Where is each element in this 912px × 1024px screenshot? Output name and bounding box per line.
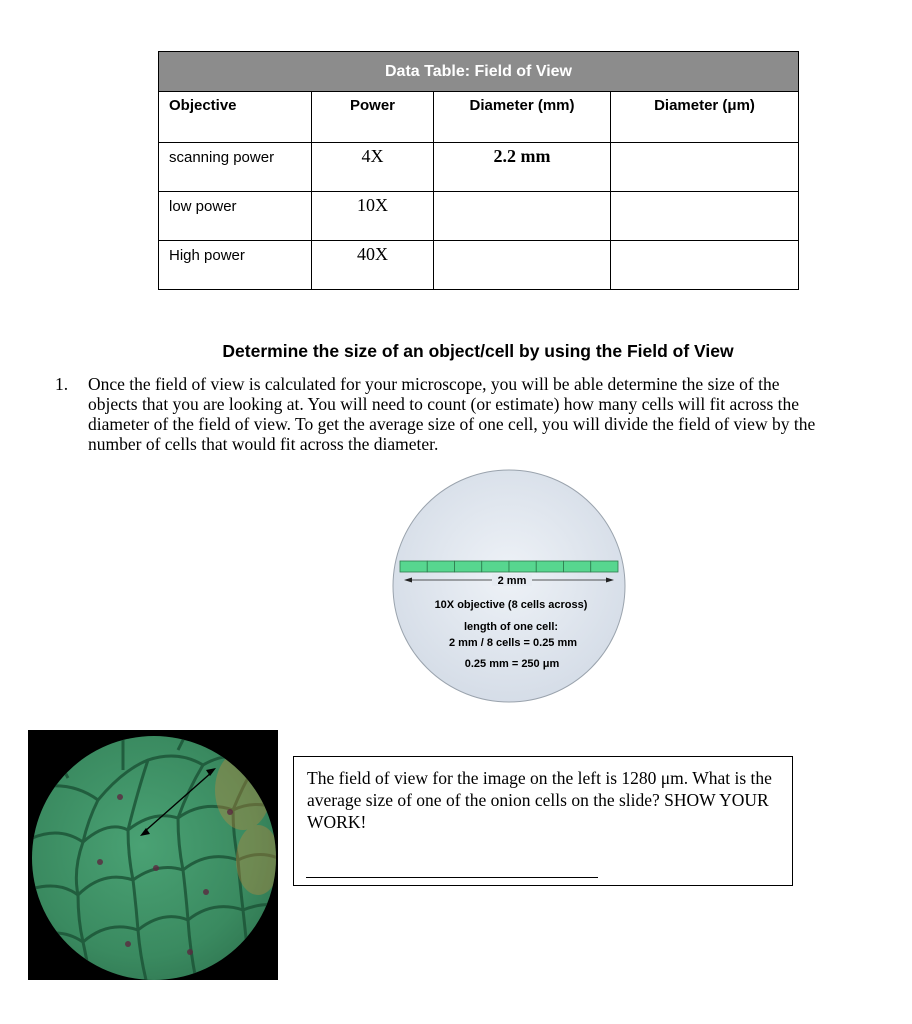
cell-segment [509, 561, 536, 572]
answer-prompt: The field of view for the image on the left is 1280 μm. What is the average size of one of the onion cells on the slide? SHOW YOUR WORK! [307, 768, 772, 832]
diameter-mm-cell[interactable] [434, 192, 611, 241]
column-header-diameter-um: Diameter (μm) [611, 92, 799, 143]
answer-line[interactable] [306, 877, 598, 878]
onion-cells-micrograph [28, 730, 278, 980]
calc-line-1: length of one cell: [463, 621, 559, 633]
question-text [88, 374, 912, 454]
column-header-objective: Objective [159, 92, 312, 143]
objective-cell: scanning power [159, 143, 312, 192]
objective-cell: low power [159, 192, 312, 241]
diameter-um-cell[interactable] [611, 143, 799, 192]
cell-segment [427, 561, 454, 572]
diagram-caption: 10X objective (8 cells across) [434, 599, 588, 611]
power-cell: 10X [312, 192, 434, 241]
cell-strip [400, 561, 618, 572]
question-number: 1. [55, 374, 69, 394]
calc-line-2: 2 mm / 8 cells = 0.25 mm [448, 637, 578, 649]
column-header-diameter-mm: Diameter (mm) [434, 92, 611, 143]
answer-box [293, 756, 793, 886]
cell-segment [455, 561, 482, 572]
power-cell: 4X [312, 143, 434, 192]
cell-segment [400, 561, 427, 572]
objective-cell: High power [159, 241, 312, 290]
power-cell: 40X [312, 241, 434, 290]
question-line: Once the field of view is calculated for your microscope, you will be able determine the size of the [88, 374, 780, 394]
cell-segment [536, 561, 563, 572]
calc-line-3: 0.25 mm = 250 μm [464, 658, 560, 670]
question-line: number of cells that would fit across the diameter. [88, 434, 439, 454]
cell-segment [564, 561, 591, 572]
scale-label: 2 mm [497, 575, 527, 587]
diameter-um-cell[interactable] [611, 241, 799, 290]
section-heading: Determine the size of an object/cell by using the Field of View [222, 341, 734, 361]
cell-segment [482, 561, 509, 572]
table-row [159, 143, 799, 192]
table-title: Data Table: Field of View [159, 52, 799, 92]
cell-segment [591, 561, 618, 572]
column-header-power: Power [312, 92, 434, 143]
field-of-view-diagram [386, 468, 632, 704]
diameter-mm-cell[interactable] [434, 241, 611, 290]
diameter-mm-cell[interactable]: 2.2 mm [434, 143, 611, 192]
table-row [159, 192, 799, 241]
question-line: diameter of the field of view. To get the average size of one cell, you will divide the field of view by the [88, 414, 816, 434]
table-row [159, 241, 799, 290]
question-line: objects that you are looking at. You will need to count (or estimate) how many cells will fit across the [88, 394, 800, 414]
diameter-um-cell[interactable] [611, 192, 799, 241]
field-of-view-table [158, 51, 799, 290]
